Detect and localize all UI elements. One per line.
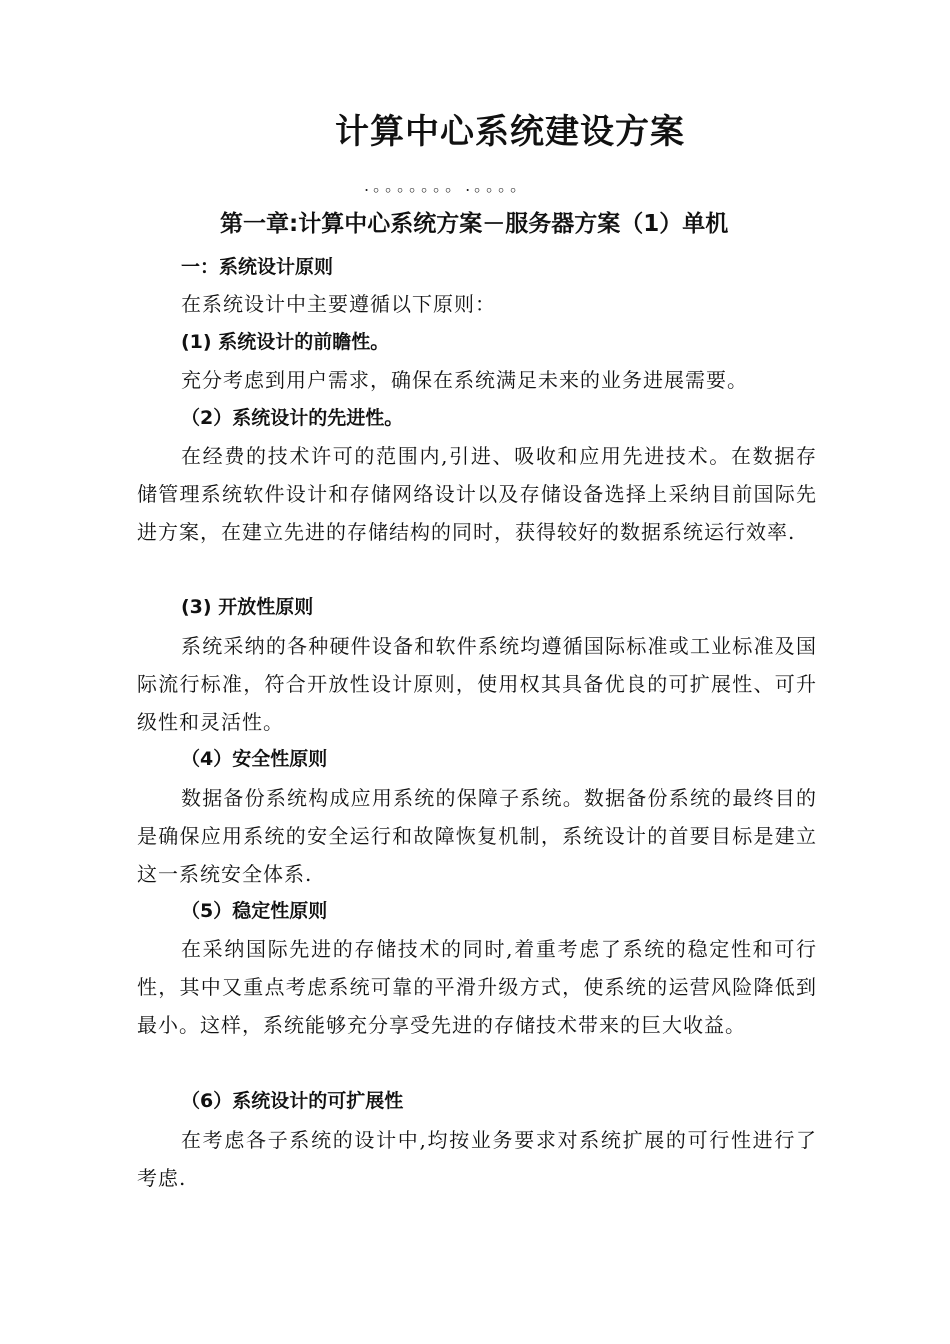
principle-body-3: 系统采纳的各种硬件设备和软件系统均遵循国际标准或工业标准及国际流行标准，符合开放性设计原则，使用权其具备优良的可扩展性、可升级性和灵活性。 — [137, 634, 817, 734]
principle-body-2: 在经费的技术许可的范围内,引进、吸收和应用先进技术。在数据存储管理系统软件设计和存储网络设计以及存储设备选择上采纳目前国际先进方案，在建立先进的存储结构的同时，获得较好的数据系统运行效率. — [137, 444, 817, 544]
principle-heading-3: (3) 开放性原则 — [181, 596, 314, 618]
principle-heading-6: （6）系统设计的可扩展性 — [181, 1090, 404, 1112]
principle-body-1: 充分考虑到用户需求，确保在系统满足未来的业务进展需要。 — [181, 368, 748, 392]
principle-heading-5: （5）稳定性原则 — [181, 900, 328, 922]
principle-body-5: 在采纳国际先进的存储技术的同时,着重考虑了系统的稳定性和可行性，其中又重点考虑系统可靠的平滑升级方式，使系统的运营风险降低到最小。这样，系统能够充分享受先进的存储技术带来的巨大收益。 — [137, 937, 817, 1037]
chapter-heading: 第一章:计算中心系统方案－服务器方案（1）单机 — [220, 211, 729, 237]
principle-heading-2: （2）系统设计的先进性。 — [181, 407, 404, 429]
document-title: 计算中心系统建设方案 — [335, 112, 685, 152]
principle-body-4: 数据备份系统构成应用系统的保障子系统。数据备份系统的最终目的是确保应用系统的安全运行和故障恢复机制，系统设计的首要目标是建立这一系统安全体系. — [137, 786, 817, 886]
principle-heading-1: (1) 系统设计的前瞻性。 — [181, 331, 390, 353]
section-heading: 一：系统设计原则 — [181, 256, 334, 278]
principle-body-6: 在考虑各子系统的设计中,均按业务要求对系统扩展的可行性进行了考虑. — [137, 1128, 817, 1190]
decorative-dots: .。。。。。。。.。。。。 — [364, 176, 531, 195]
section-intro: 在系统设计中主要遵循以下原则： — [181, 292, 496, 316]
principle-heading-4: （4）安全性原则 — [181, 748, 328, 770]
